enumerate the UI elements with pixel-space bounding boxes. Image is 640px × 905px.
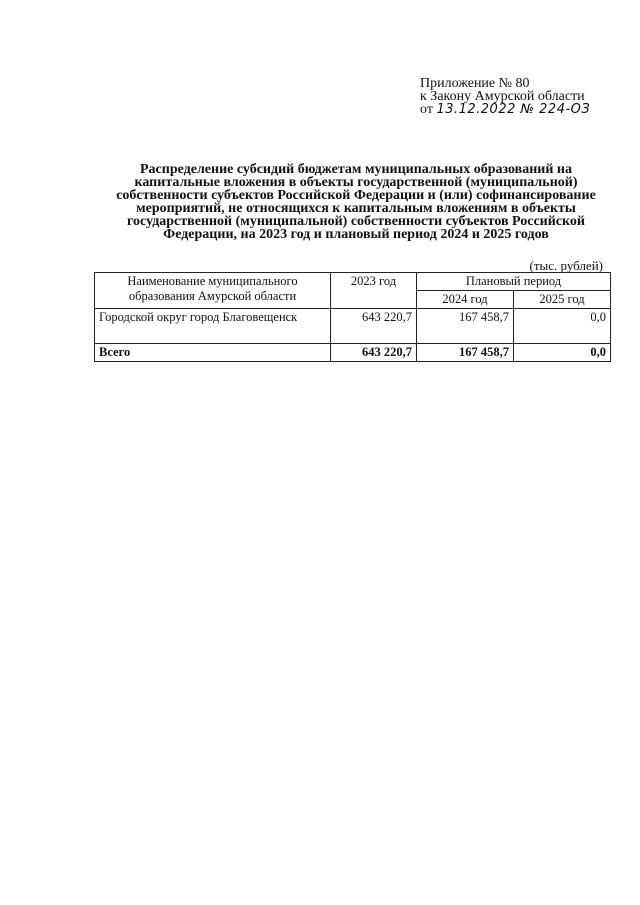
value-2023: 643 220,7: [331, 309, 417, 344]
value-2025: 0,0: [514, 309, 611, 344]
value-2024: 167 458,7: [417, 309, 514, 344]
appendix-number: Приложение № 80: [420, 76, 530, 91]
subsidies-table: [94, 272, 611, 362]
document-title: Распределение субсидий бюджетам муниципальных образований на капитальные вложения в объекты государственной (муниципальной) собственности субъектов Российской Федерации и (или) софинансирование мероприятий, не относящихся к капитальным вложениям в объекты государственной (муниципальной) собственности субъектов Российской Федерации, на 2023 год и плановый период 2024 и 2025 годов: [116, 162, 596, 242]
total-2024: 167 458,7: [417, 344, 514, 362]
header-2023: 2023 год: [331, 273, 417, 309]
table-row: [95, 309, 611, 344]
appendix-date-prefix: от: [420, 102, 433, 117]
appendix-law: к Закону Амурской области: [420, 89, 585, 104]
total-label: Всего: [95, 344, 331, 362]
appendix-date-line: [420, 103, 590, 116]
header-2025: 2025 год: [514, 291, 611, 309]
municipality-name: Городской округ город Благовещенск: [95, 309, 331, 344]
header-planned-period: Плановый период: [417, 273, 611, 291]
header-municipality: Наименование муниципального образования Амурской области: [95, 273, 331, 309]
table-header-row: [95, 273, 611, 291]
header-2024: 2024 год: [417, 291, 514, 309]
total-2025: 0,0: [514, 344, 611, 362]
units-label: (тыс. рублей): [529, 258, 603, 273]
appendix-reference: [420, 77, 590, 116]
appendix-handwritten-date: 13.12.2022 № 224-ОЗ: [436, 102, 591, 117]
total-2023: 643 220,7: [331, 344, 417, 362]
table-total-row: [95, 344, 611, 362]
